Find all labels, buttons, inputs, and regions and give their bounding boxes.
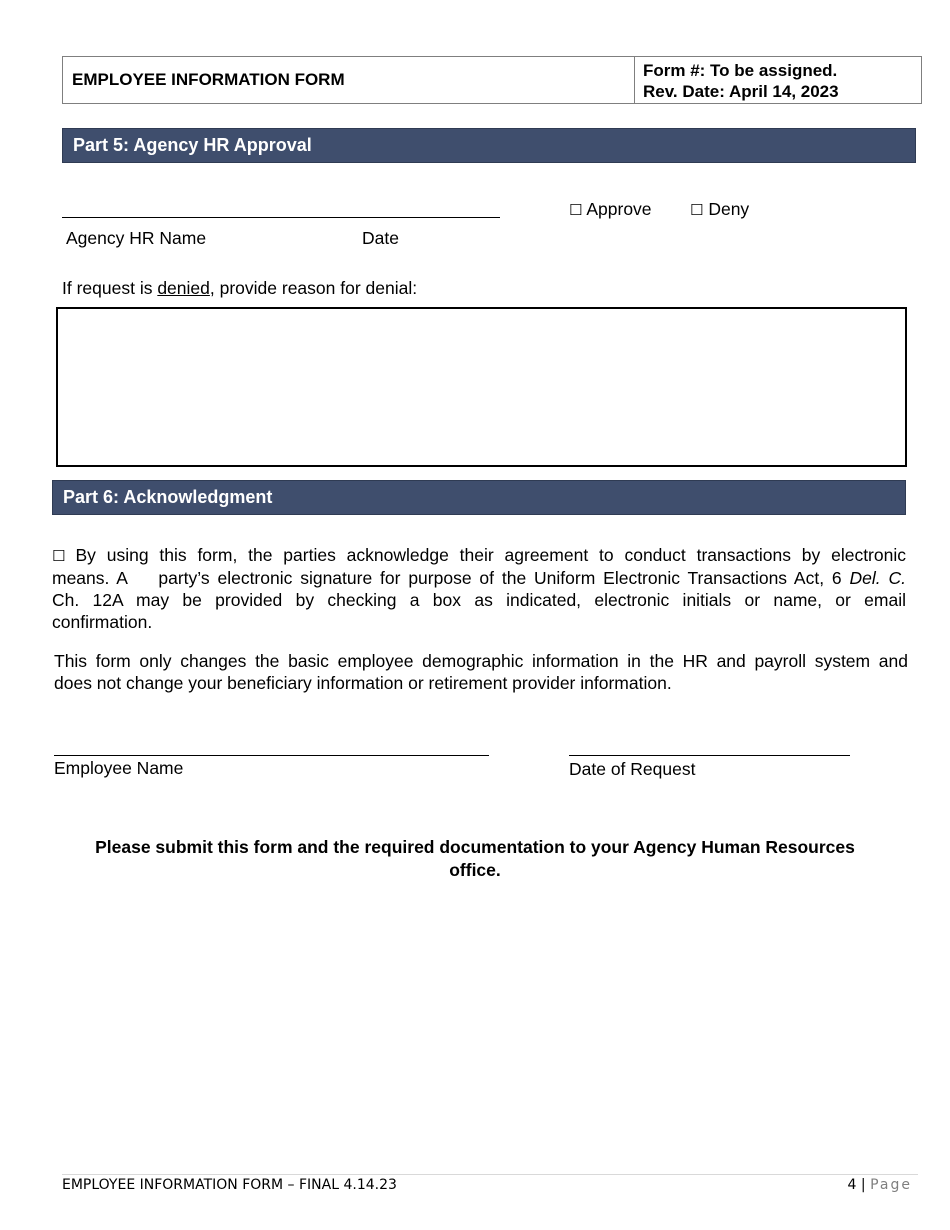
- hr-signature-line[interactable]: [62, 217, 500, 218]
- approve-checkbox[interactable]: ☐: [569, 201, 583, 219]
- ack-line-2: [52, 567, 906, 589]
- denial-reason-textbox[interactable]: [56, 307, 907, 467]
- info-line-2: does not change your beneficiary information or retirement provider information.: [54, 673, 672, 693]
- denial-prompt-end: , provide reason for denial:: [209, 278, 418, 298]
- info-line-1: This form only changes the basic employee demographic information in the HR and payroll system and: [54, 651, 908, 671]
- page-number: 4: [847, 1177, 857, 1193]
- footer-divider: [62, 1174, 918, 1175]
- footer-page-indicator: [848, 1177, 912, 1193]
- deny-option[interactable]: [690, 198, 749, 221]
- ack-line-3: Ch. 12A may be provided by checking a box as indicated, electronic initials or name, or email: [52, 590, 906, 610]
- acknowledgment-paragraph: [52, 544, 906, 633]
- page-word: Page: [870, 1177, 912, 1193]
- ack-line-1-text: By using this form, the parties acknowledge their agreement to conduct transactions by electronic: [75, 545, 906, 565]
- ack-line-1: [52, 544, 906, 567]
- part6-section-header: [52, 480, 906, 515]
- form-header-table: [62, 56, 922, 104]
- employee-name-label: Employee Name: [54, 758, 184, 778]
- footer-document-id: EMPLOYEE INFORMATION FORM – FINAL 4.14.23: [62, 1177, 397, 1193]
- form-number: Form #: To be assigned.: [643, 61, 838, 80]
- approve-option[interactable]: [569, 198, 652, 221]
- info-paragraph: [54, 650, 908, 694]
- denial-prompt: [62, 277, 417, 299]
- date-of-request-label: Date of Request: [569, 759, 696, 779]
- submit-notice-line-1: Please submit this form and the required documentation to your Agency Human Resources: [95, 837, 855, 857]
- page-separator: |: [860, 1177, 866, 1193]
- form-meta: [635, 57, 921, 103]
- part6-title: Part 6: Acknowledgment: [63, 487, 273, 507]
- ack-line-4: confirmation.: [52, 612, 153, 632]
- submit-notice: [52, 836, 898, 882]
- denial-prompt-emphasis: denied: [157, 278, 210, 298]
- denial-prompt-start: If request is: [62, 278, 158, 298]
- hr-name-label: Agency HR Name: [66, 228, 207, 248]
- hr-date-label: Date: [362, 228, 399, 248]
- deny-label: Deny: [708, 199, 750, 219]
- employee-signature-line[interactable]: [54, 755, 489, 756]
- request-date-line[interactable]: [569, 755, 850, 756]
- revision-date: Rev. Date: April 14, 2023: [643, 82, 839, 101]
- ack-checkbox[interactable]: ☐: [52, 547, 66, 565]
- approve-label: Approve: [586, 199, 652, 219]
- deny-checkbox[interactable]: ☐: [690, 201, 704, 219]
- part5-section-header: [62, 128, 916, 163]
- form-title: EMPLOYEE INFORMATION FORM: [63, 57, 635, 103]
- submit-notice-line-2: office.: [449, 860, 501, 880]
- ack-line-2-citation: Del. C.: [849, 568, 906, 588]
- ack-line-2-text: means. A party’s electronic signature for purpose of the Uniform Electronic Transactions Act, 6: [52, 568, 850, 588]
- part5-title: Part 5: Agency HR Approval: [73, 135, 312, 155]
